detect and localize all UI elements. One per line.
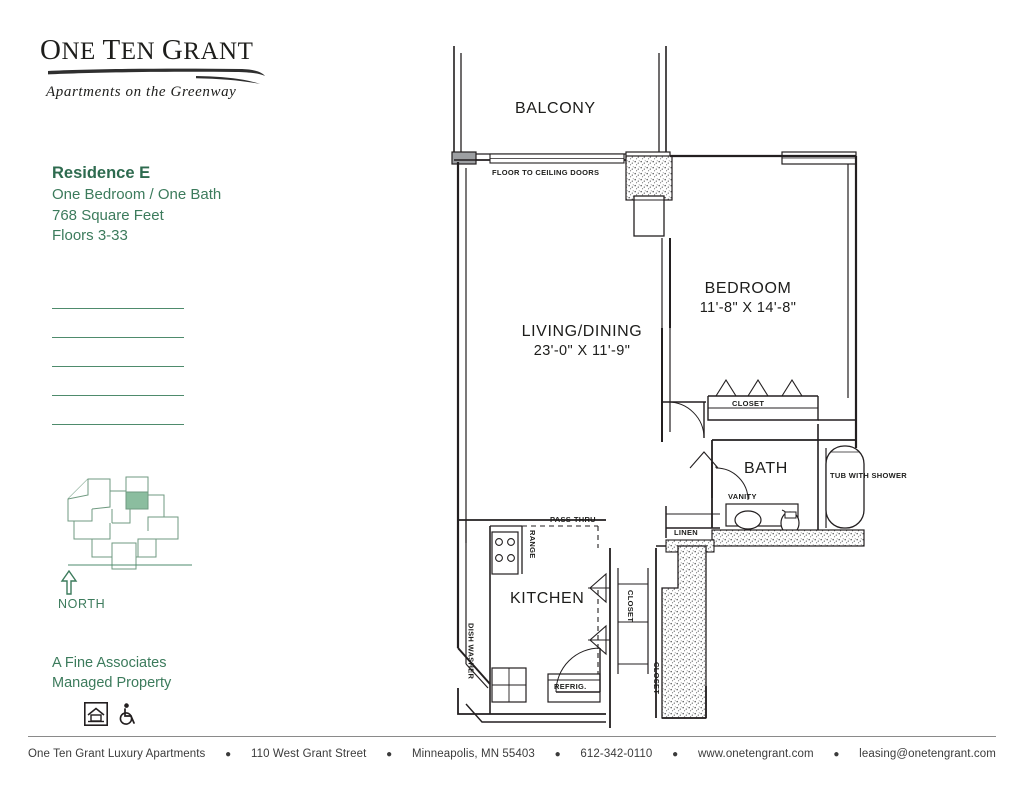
room-label-kitchen: KITCHEN xyxy=(510,590,585,607)
footer-item-city: Minneapolis, MN 55403 xyxy=(411,748,535,760)
footer-item-street: 110 West Grant Street xyxy=(250,748,367,760)
footer-item-email[interactable]: leasing@onetengrant.com xyxy=(859,748,996,760)
room-label-bath: BATH xyxy=(744,460,788,477)
managed-by xyxy=(52,654,171,693)
annotation-hall-closet-2: CLOSET xyxy=(652,662,661,695)
residence-name: Residence E xyxy=(52,164,151,182)
keyplan-outline-icon xyxy=(52,465,192,585)
annotation-tub-with-shower: TUB WITH SHOWER xyxy=(830,471,907,480)
footer-separator: ● xyxy=(554,748,561,760)
building-keyplan xyxy=(52,465,192,585)
residence-area: 768 Square Feet xyxy=(52,206,164,224)
annotation-linen: LINEN xyxy=(674,528,698,537)
footer-separator: ● xyxy=(833,748,840,760)
annotation-refrigerator: REFRIG. xyxy=(554,682,587,691)
floor-plan-drawing xyxy=(430,28,907,728)
annotation-hall-closet-1: CLOSET xyxy=(626,590,635,623)
footer xyxy=(28,748,996,760)
note-lines xyxy=(52,308,184,453)
note-line xyxy=(52,395,184,396)
compliance-badges xyxy=(84,702,137,726)
room-label-balcony: BALCONY xyxy=(515,100,596,117)
brand-logo xyxy=(40,34,290,124)
north-arrow-icon xyxy=(58,570,80,596)
logo-wordmark: ONE TEN GRANT xyxy=(40,34,254,66)
residence-floors: Floors 3-33 xyxy=(52,227,128,245)
room-label-living-dining: LIVING/DINING 23'-0" X 11'-9" xyxy=(492,323,672,359)
annotation-floor-to-ceiling-doors: FLOOR TO CEILING DOORS xyxy=(492,168,600,177)
footer-item-website[interactable]: www.onetengrant.com xyxy=(697,748,814,760)
annotation-pass-thru: PASS-THRU xyxy=(550,515,596,524)
floor-plan-vector xyxy=(430,28,907,728)
room-dim-living-dining: 23'-0" X 11'-9" xyxy=(533,343,631,359)
note-line xyxy=(52,337,184,338)
note-line xyxy=(52,366,184,367)
room-dim-bedroom: 11'-8" X 14'-8" xyxy=(699,300,797,316)
footer-item-phone[interactable]: 612-342-0110 xyxy=(580,748,653,760)
footer-separator: ● xyxy=(225,748,232,760)
wheelchair-accessible-icon xyxy=(117,702,137,726)
north-label: NORTH xyxy=(58,597,106,611)
footer-separator: ● xyxy=(386,748,393,760)
footer-item-name: One Ten Grant Luxury Apartments xyxy=(28,748,206,760)
annotation-vanity: VANITY xyxy=(728,492,757,501)
residence-beds-baths: One Bedroom / One Bath xyxy=(52,186,222,204)
annotation-range: RANGE xyxy=(528,530,537,559)
residence-info xyxy=(52,162,352,247)
sidebar xyxy=(40,34,370,124)
logo-tagline: Apartments on the Greenway xyxy=(46,84,237,100)
note-line xyxy=(52,308,184,309)
room-label-bedroom: BEDROOM 11'-8" X 14'-8" xyxy=(668,280,828,316)
footer-divider xyxy=(28,736,996,737)
footer-separator: ● xyxy=(672,748,679,760)
annotation-dishwasher: DISH WASHER xyxy=(466,622,476,680)
managed-line-2: Managed Property xyxy=(52,674,172,691)
managed-line-1: A Fine Associates xyxy=(52,655,167,671)
note-line xyxy=(52,424,184,425)
north-indicator xyxy=(58,570,138,611)
annotation-bedroom-closet: CLOSET xyxy=(732,399,765,408)
equal-housing-icon xyxy=(84,702,108,726)
